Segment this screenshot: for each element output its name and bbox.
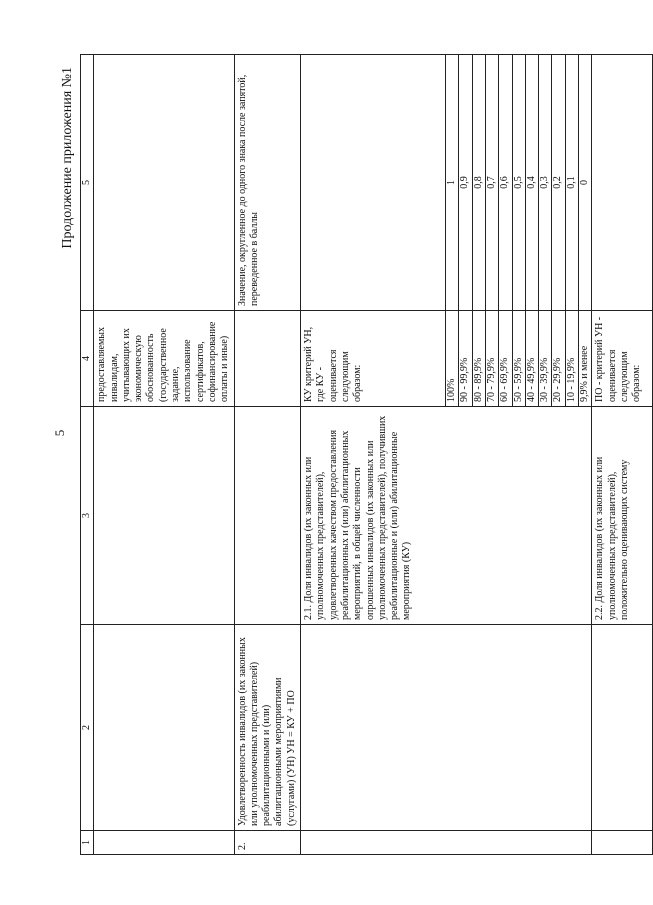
criterion-ku-text: 2.1. Доля инвалидов (их законных или уполномоченных представителей), удовлетворенных качеством предоставления реабилитационных и (или) абилитационных мероприятий, в общей численности опрошенных инвалидов (их законных или уполномоченных представителей), получивших реабилитационные и (или) абилитационные мероприятия (КУ) (301, 407, 592, 625)
column-number: 2 (81, 625, 94, 831)
scale-score: 0,8 (472, 55, 485, 311)
column-number-row (81, 55, 94, 855)
score-note: Значение, округленное до одного знака после запятой, переведенное в баллы (234, 55, 300, 311)
scale-range: 70 - 79,9% (485, 311, 498, 407)
scale-range: 9,9% и менее (579, 311, 592, 407)
scale-score: 0,1 (565, 55, 578, 311)
scale-range: 40 - 49,9% (525, 311, 538, 407)
scale-score: 0,2 (552, 55, 565, 311)
po-method-text: ПО - критерий УН - оценивается следующим образом: (592, 311, 653, 407)
column-number: 3 (81, 407, 94, 625)
row-number: 2. (234, 831, 300, 855)
scale-score: 0,4 (525, 55, 538, 311)
scale-range: 50 - 59,9% (512, 311, 525, 407)
table-row (234, 55, 300, 855)
scale-range: 20 - 29,9% (552, 311, 565, 407)
scale-range: 90 - 99,9% (459, 311, 472, 407)
criteria-table (80, 54, 653, 855)
page-number: 5 (52, 429, 67, 437)
scale-range: 100% (446, 311, 459, 407)
indicator-title: Удовлетворенность инвалидов (их законных или уполномоченных представителей) реабилитационными и (или) абилитационными мероприятиями (услугами) (УН) УН = КУ + ПО (234, 625, 300, 831)
scale-range: 10 - 19,9% (565, 311, 578, 407)
column-number: 5 (81, 55, 94, 311)
column-number: 1 (81, 831, 94, 855)
table-row (301, 55, 446, 855)
scale-range: 60 - 69,9% (499, 311, 512, 407)
continued-text-cell: предоставляемых инвалидам, учитывающих их экономическую обоснованность (государственное задание, использование сертификатов, софинансирование оплаты и иные) (94, 311, 234, 407)
rotated-page (55, 55, 643, 855)
scale-score: 0,5 (512, 55, 525, 311)
scale-score: 0,7 (485, 55, 498, 311)
table-row (94, 55, 234, 855)
scale-score: 1 (446, 55, 459, 311)
appendix-heading: Продолжение приложения №1 (60, 67, 75, 249)
scale-range: 30 - 39,9% (539, 311, 552, 407)
criterion-po-text: 2.2. Доля инвалидов (их законных или уполномоченных представителей), положительно оценивающих систему (592, 407, 653, 625)
scale-score: 0,6 (499, 55, 512, 311)
ku-method-text: КУ критерий УН, где КУ - оценивается следующим образом: (301, 311, 446, 407)
scale-score: 0,9 (459, 55, 472, 311)
scale-range: 80 - 89,9% (472, 311, 485, 407)
scale-score: 0 (579, 55, 592, 311)
table-row (592, 55, 653, 855)
column-number: 4 (81, 311, 94, 407)
scale-score: 0,3 (539, 55, 552, 311)
